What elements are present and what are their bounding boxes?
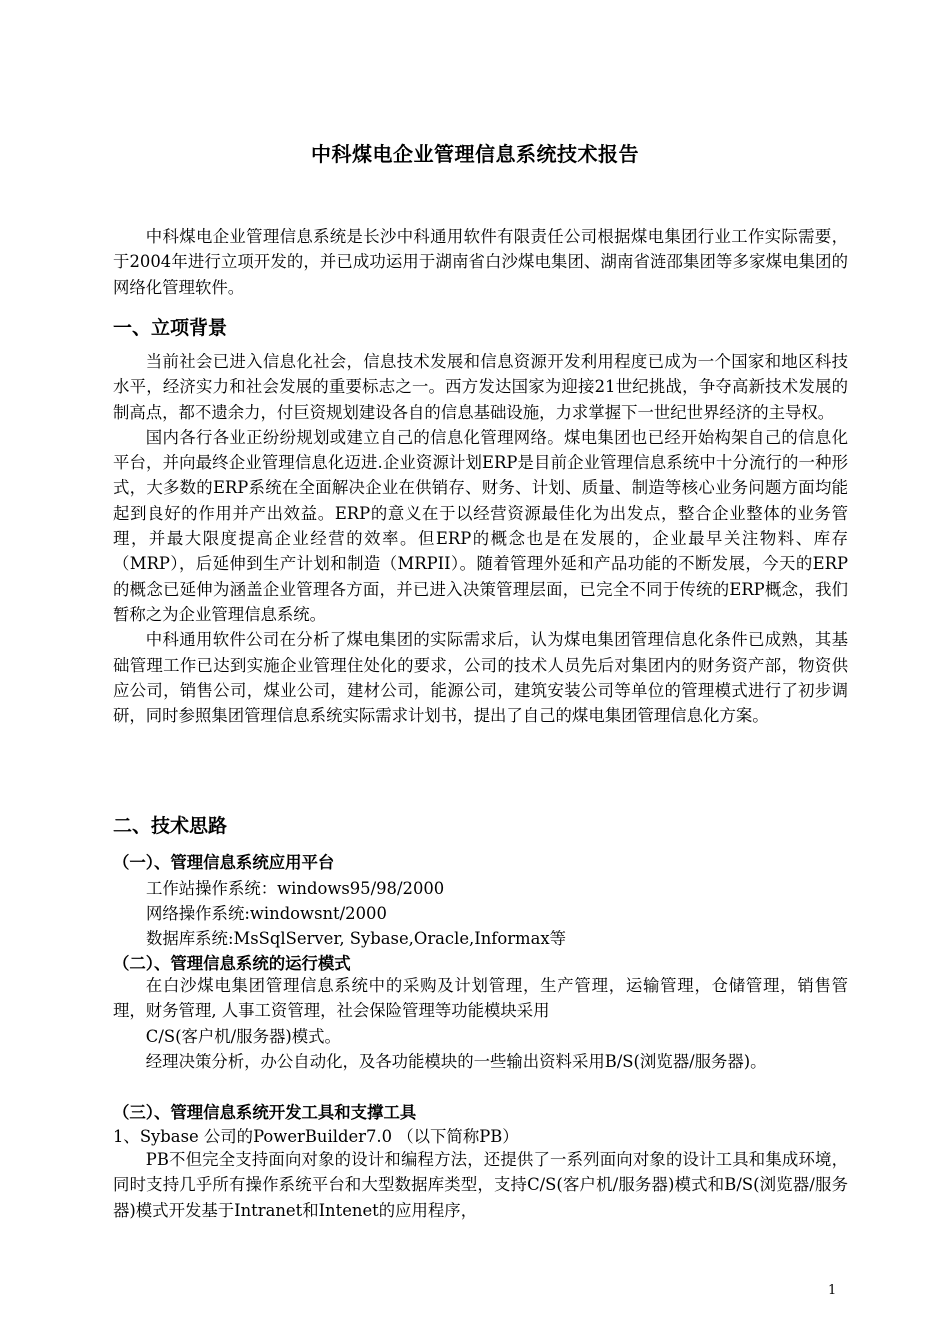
platform-network-os: 网络操作系统:windowsnt/2000 bbox=[146, 904, 387, 923]
document-title: 中科煤电企业管理信息系统技术报告 bbox=[311, 142, 639, 166]
subheading-development-tools: （三）、管理信息系统开发工具和支撑工具 bbox=[113, 1103, 417, 1122]
tool-item-powerbuilder: 1、Sybase 公司的PowerBuilder7.0 （以下简称PB） bbox=[113, 1127, 519, 1146]
subheading-operation-mode: （二）、管理信息系统的运行模式 bbox=[113, 954, 351, 973]
operation-mode-paragraph-1: 在白沙煤电集团管理信息系统中的采购及计划管理，生产管理，运输管理，仓储管理，销售管理，财务管理, 人事工资管理，社会保险管理等功能模块采用 bbox=[113, 976, 848, 1021]
background-paragraph-2: 国内各行各业正纷纷规划或建立自己的信息化管理网络。煤电集团也已经开始构架自己的信息化平台，并向最终企业管理信息化迈进.企业资源计划ERP是目前企业管理信息系统中十分流行的一种形式，大多数的ERP系统在全面解决企业在供销存、财务、计划、质量、制造等核心业务问题方面均能起到良好的作用并产出效益。ERP的意义在于以经营资源最佳化为出发点，整合企业整体的业务管理，并最大限度提高企业经营的效率。但ERP的概念也是在发展的，企业最早关注物料、库存（MRP），后延伸到生产计划和制造（MRPII）。随着管理外延和产品功能的不断发展，今天的ERP的概念已延伸为涵盖企业管理各方面，并已进入决策管理层面，已完全不同于传统的ERP概念，我们暂称之为企业管理信息系统。 bbox=[113, 427, 848, 624]
section-background-body bbox=[113, 349, 848, 728]
development-tools-body bbox=[113, 1147, 848, 1223]
operation-mode-body bbox=[113, 973, 848, 1074]
intro-paragraph-block bbox=[113, 224, 848, 300]
background-paragraph-3: 中科通用软件公司在分析了煤电集团的实际需求后，认为煤电集团管理信息化条件已成熟，其基础管理工作已达到实施企业管理住处化的要求，公司的技术人员先后对集团内的财务资产部，物资供应公司，销售公司，煤业公司，建材公司，能源公司，建筑安装公司等单位的管理模式进行了初步调研，同时参照集团管理信息系统实际需求计划书，提出了自己的煤电集团管理信息化方案。 bbox=[113, 630, 848, 726]
powerbuilder-paragraph: PB不但完全支持面向对象的设计和编程方法，还提供了一系列面向对象的设计工具和集成环境，同时支持几乎所有操作系统平台和大型数据库类型，支持C/S(客户机/服务器)模式和B/S(浏览器/服务器)模式开发基于Intranet和Intenet的应用程序， bbox=[113, 1150, 848, 1220]
page-number: 1 bbox=[828, 1283, 837, 1298]
platform-database: 数据库系统:MsSqlServer, Sybase,Oracle,Informax等 bbox=[146, 929, 567, 948]
subheading-application-platform: （一）、管理信息系统应用平台 bbox=[113, 853, 335, 872]
section-heading-background: 一、立项背景 bbox=[113, 317, 228, 339]
background-paragraph-1: 当前社会已进入信息化社会，信息技术发展和信息资源开发利用程度已成为一个国家和地区科技水平，经济实力和社会发展的重要标志之一。西方发达国家为迎接21世纪挑战，争夺高新技术发展的制高点，都不遗余力，付巨资规划建设各自的信息基础设施，力求掌握下一世纪世界经济的主导权。 bbox=[113, 352, 848, 422]
section-heading-technical-approach: 二、技术思路 bbox=[113, 815, 228, 837]
intro-paragraph: 中科煤电企业管理信息系统是长沙中科通用软件有限责任公司根据煤电集团行业工作实际需要，于2004年进行立项开发的，并已成功运用于湖南省白沙煤电集团、湖南省涟邵集团等多家煤电集团的网络化管理软件。 bbox=[113, 227, 848, 297]
platform-workstation-os: 工作站操作系统：windows95/98/2000 bbox=[146, 879, 445, 898]
operation-mode-cs-mode: C/S(客户机/服务器)模式。 bbox=[145, 1026, 341, 1046]
operation-mode-paragraph-2: 经理决策分析，办公自动化，及各功能模块的一些输出资料采用B/S(浏览器/服务器)。 bbox=[145, 1051, 767, 1071]
